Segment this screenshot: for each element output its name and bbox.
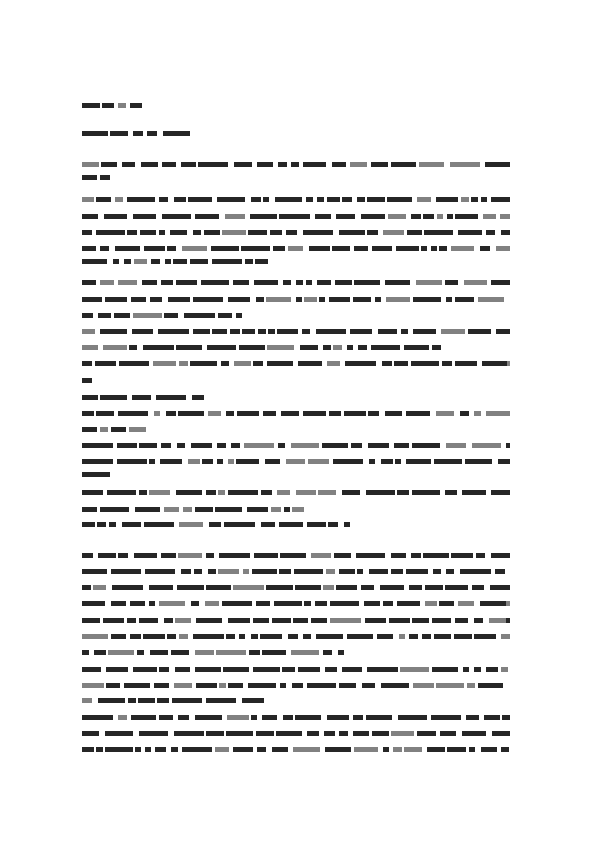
- pixelated-text-line: [82, 616, 510, 625]
- pixelated-text-line: [82, 470, 110, 479]
- pixelated-text-line: [82, 359, 510, 368]
- pixelated-text-line: [82, 599, 510, 608]
- pixelated-text-line: [82, 195, 510, 204]
- pixelated-text-line: [82, 278, 510, 287]
- pixelated-text-line: [82, 505, 304, 514]
- pixelated-text-line: [82, 376, 92, 385]
- pixelated-text-line: [82, 441, 510, 450]
- pixelated-text-line: [82, 567, 510, 576]
- pixelated-text-line: [82, 681, 510, 690]
- pixelated-text-line: [82, 713, 510, 722]
- pixelated-text-line: [82, 457, 510, 466]
- pixelated-text-line: [82, 101, 142, 110]
- pixelated-text-line: [82, 212, 510, 221]
- pixelated-text-line: [82, 244, 510, 253]
- pixelated-text-line: [82, 520, 350, 529]
- pixelated-text-line: [82, 648, 344, 657]
- pixelated-text-line: [82, 173, 110, 182]
- pixelated-text-line: [82, 665, 510, 674]
- pixelated-text-line: [82, 729, 510, 738]
- pixelated-text-line: [82, 583, 510, 592]
- pixelated-text-line: [82, 343, 442, 352]
- pixelated-text-line: [82, 632, 510, 641]
- pixelated-text-line: [82, 696, 266, 705]
- pixelated-text-line: [82, 425, 146, 434]
- pixelated-text-line: [82, 745, 510, 754]
- pixelated-text-line: [82, 327, 510, 336]
- pixelated-text-line: [82, 160, 510, 169]
- pixelated-text-line: [82, 393, 204, 402]
- pixelated-text-line: [82, 295, 510, 304]
- pixelated-text-line: [82, 311, 242, 320]
- pixelated-text-line: [82, 228, 510, 237]
- pixelated-text-line: [82, 129, 190, 138]
- pixelated-text-line: [82, 409, 510, 418]
- pixelated-text-line: [82, 257, 268, 266]
- pixelated-text-line: [82, 551, 510, 560]
- pixelated-text-line: [82, 488, 510, 497]
